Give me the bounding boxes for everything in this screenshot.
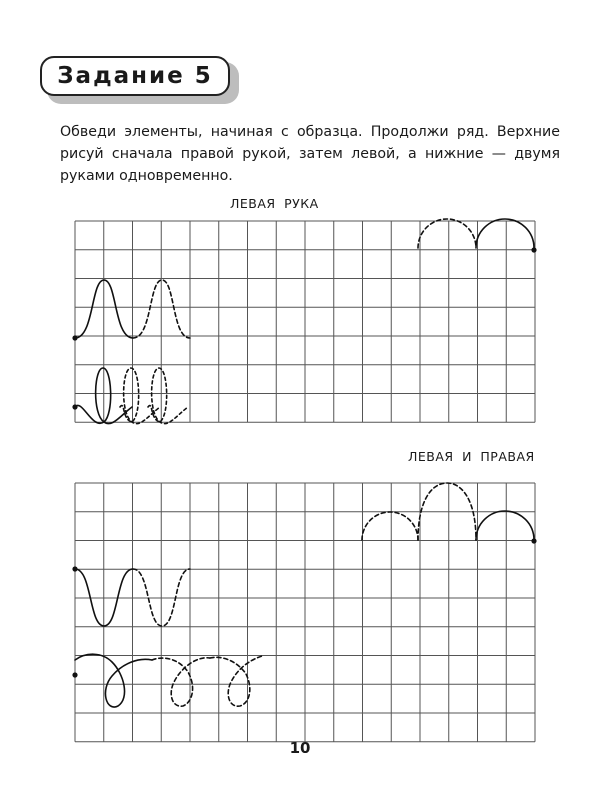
start-dot <box>531 538 536 543</box>
task-title: Задание 5 <box>40 56 230 96</box>
sample-cursive-loop <box>75 654 152 707</box>
dashed-cursive-loop-2 <box>210 656 262 706</box>
dashed-cursive-loop-1 <box>152 658 210 706</box>
page-number: 10 <box>289 739 311 757</box>
grid-lines <box>75 483 535 742</box>
start-dot <box>72 672 77 677</box>
grid-label-both-hands: ЛЕВАЯ И ПРАВАЯ <box>408 449 535 464</box>
dashed-arch <box>362 512 418 540</box>
instructions-text: Обведи элементы, начиная с образца. Продолжи ряд. Верхние рисуй сначала правой рукой, затем левой, а нижние — двумя руками одновременно. <box>60 124 560 184</box>
start-dot <box>72 566 77 571</box>
grid-label-left-hand: ЛЕВАЯ РУКА <box>230 196 319 211</box>
sample-arch <box>476 511 534 540</box>
